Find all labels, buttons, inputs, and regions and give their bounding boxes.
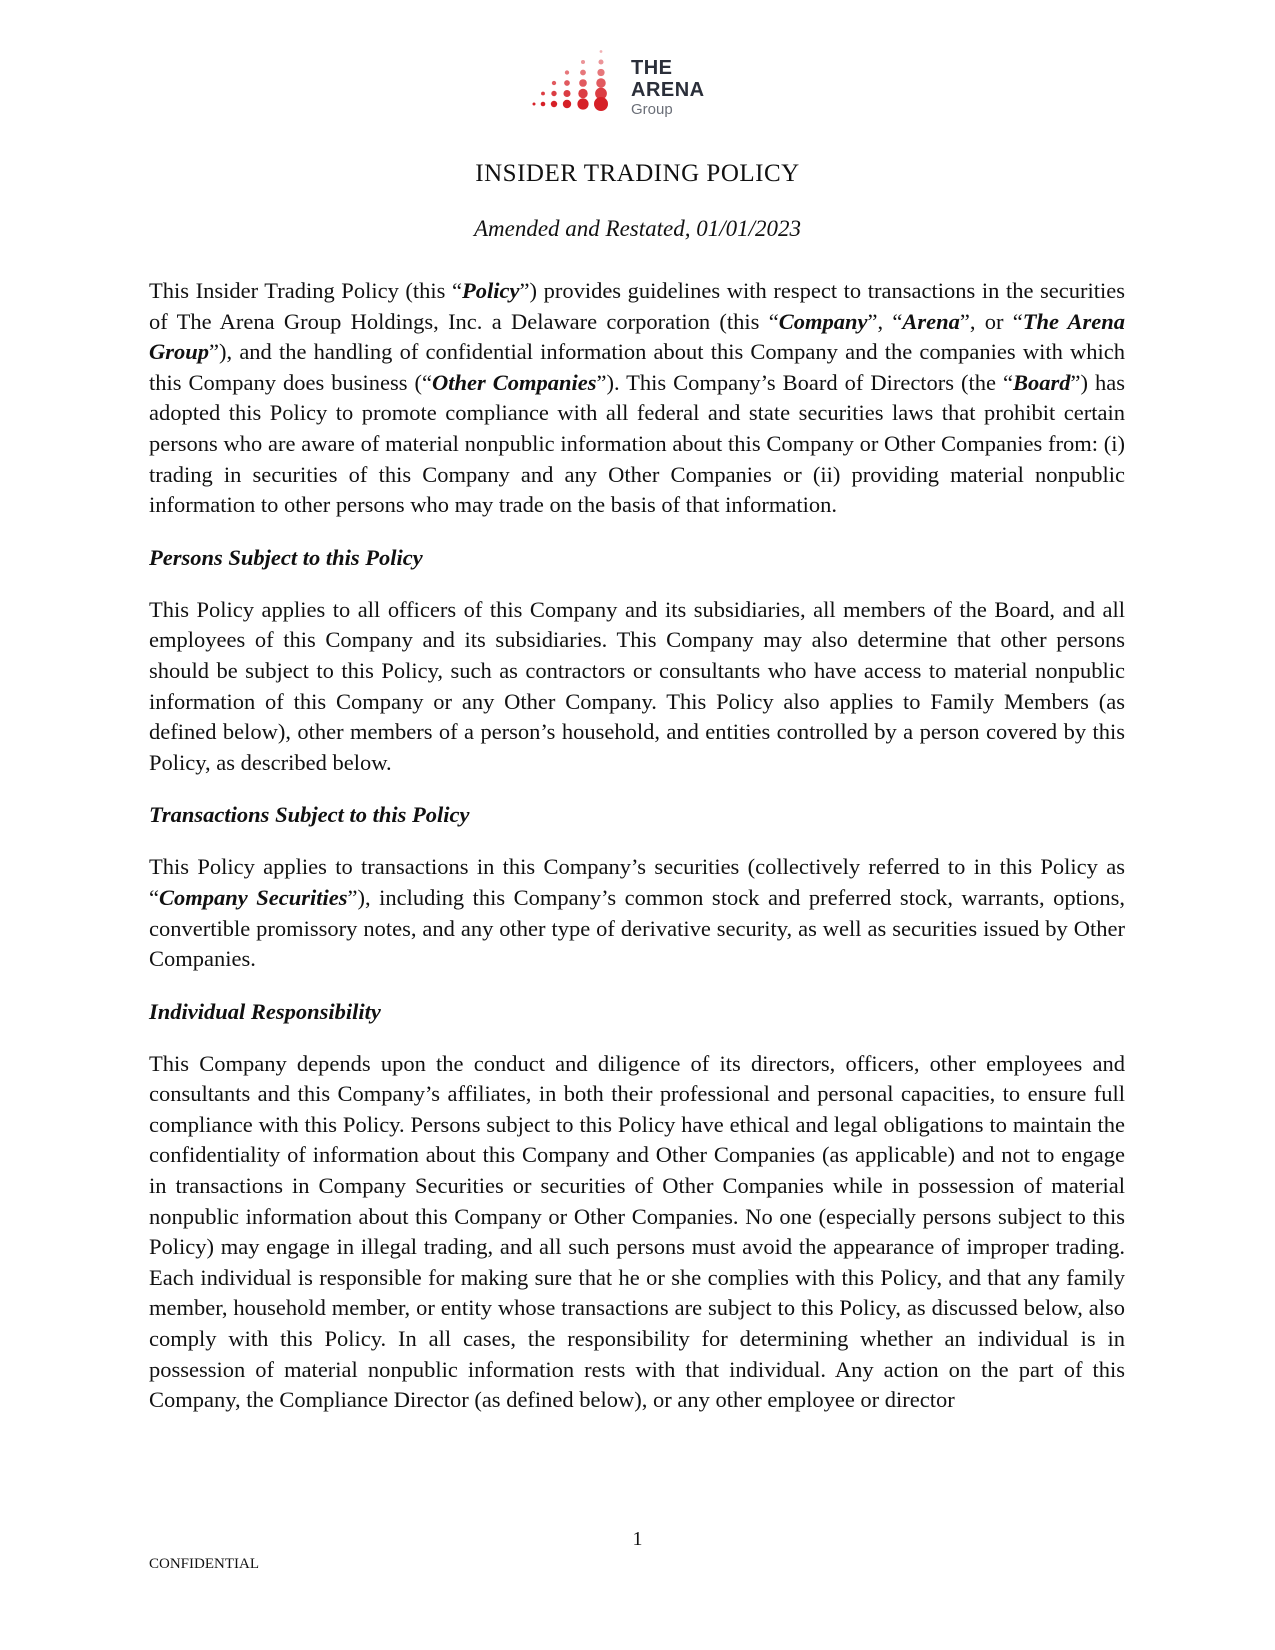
logo-dot [577,98,588,109]
section-heading-persons: Persons Subject to this Policy [149,544,423,570]
defined-term: Board [1013,369,1071,395]
logo-wordmark [631,58,705,117]
logo-dot [551,101,557,107]
logo-dot [595,88,607,100]
defined-term: The Arena Group [149,308,1125,365]
intro-paragraph: This Insider Trading Policy (this “Policy”) provides guidelines with respect to transactions in the securities of The Arena Group Holdings, Inc. a Delaware corporation (this “Company”, “Arena”, or “The Arena Group”), and the handling of confidential information about this Company and the companies with which this Company does business (“Other Companies”). This Company’s Board of Directors (the “Board”) has adopted this Policy to promote compliance with all federal and state securities laws that prohibit certain persons who are aware of material nonpublic information about this Company or Other Companies from: (i) trading in securities of this Company and any Other Companies or (ii) providing material nonpublic information to other persons who may trade on the basis of that information. [149,278,1126,518]
logo-dot [563,90,570,97]
defined-term: Policy [462,278,520,303]
defined-term: Company Securities [159,884,348,910]
arena-group-logo [528,42,728,122]
confidential-footer: CONFIDENTIAL [149,1556,259,1572]
section-heading-responsibility: Individual Responsibility [149,998,381,1024]
logo-dot [551,91,556,96]
logo-dot [580,70,586,76]
logo-dot [564,80,570,86]
defined-term: Other Companies [431,369,597,395]
section-heading-transactions: Transactions Subject to this Policy [149,802,470,828]
logo-dot [552,81,556,85]
logo-dot [600,50,603,53]
logo-dot [533,103,536,106]
logo-text-group: Group [631,101,673,118]
logo-dot [541,92,545,96]
logo-dot [579,79,587,87]
section-paragraph-persons: This Policy applies to all officers of this Company and its subsidiaries, all members of the Board, and all employees of this Company and its subsidiaries. This Company may also determine that other persons should be subject to this Policy, such as contractors or consultants who have access to material nonpublic information of this Company or any Other Company. This Policy also applies to Family Members (as defined below), other members of a person’s household, and entities controlled by a person covered by this Policy, as described below. [149,596,1125,775]
defined-term: Arena [902,308,960,334]
logo-dot [563,100,571,108]
logo-dots-icon [528,42,628,122]
section-paragraph-responsibility: This Company depends upon the conduct and diligence of its directors, officers, other employees and consultants and this Company’s affiliates, in both their professional and personal capacities, to ensure full compliance with this Policy. Persons subject to this Policy have ethical and legal obligations to maintain the confidentiality of information about this Company and Other Companies (as applicable) and not to engage in transactions in Company Securities or securities of Other Companies while in possession of material nonpublic information about this Company or Other Companies. No one (especially persons subject to this Policy) may engage in illegal trading, and all such persons must avoid the appearance of improper trading. Each individual is responsible for making sure that he or she complies with this Policy, and that any family member, household member, or entity whose transactions are subject to this Policy, as discussed below, also comply with this Policy. In all cases, the responsibility for determining whether an individual is in possession of material nonpublic information rests with that individual. Any action on the part of this Company, the Compliance Director (as defined below), or any other employee or director [149,1050,1125,1413]
document-body [149,276,1125,1438]
logo-dot [597,69,604,76]
logo-dot [565,70,569,74]
logo-dot [581,60,585,64]
logo-text-the: THE [631,57,673,79]
page-number: 1 [632,1528,643,1550]
logo-dot [596,78,606,88]
section-paragraph-transactions: This Policy applies to transactions in this Company’s securities (collectively referred to in this Policy as “Company Securities”), including this Company’s common stock and preferred stock, warrants, options, convertible promissory notes, and any other type of derivative security, as well as securities issued by Other Companies. [149,854,1125,972]
logo-dot [541,102,546,107]
logo-dot [578,89,587,98]
document-title: INSIDER TRADING POLICY [475,160,800,187]
defined-term: Company [778,308,868,334]
logo-dot [598,59,603,64]
document-subtitle: Amended and Restated, 01/01/2023 [473,216,802,241]
logo-text-arena: ARENA [631,79,705,101]
